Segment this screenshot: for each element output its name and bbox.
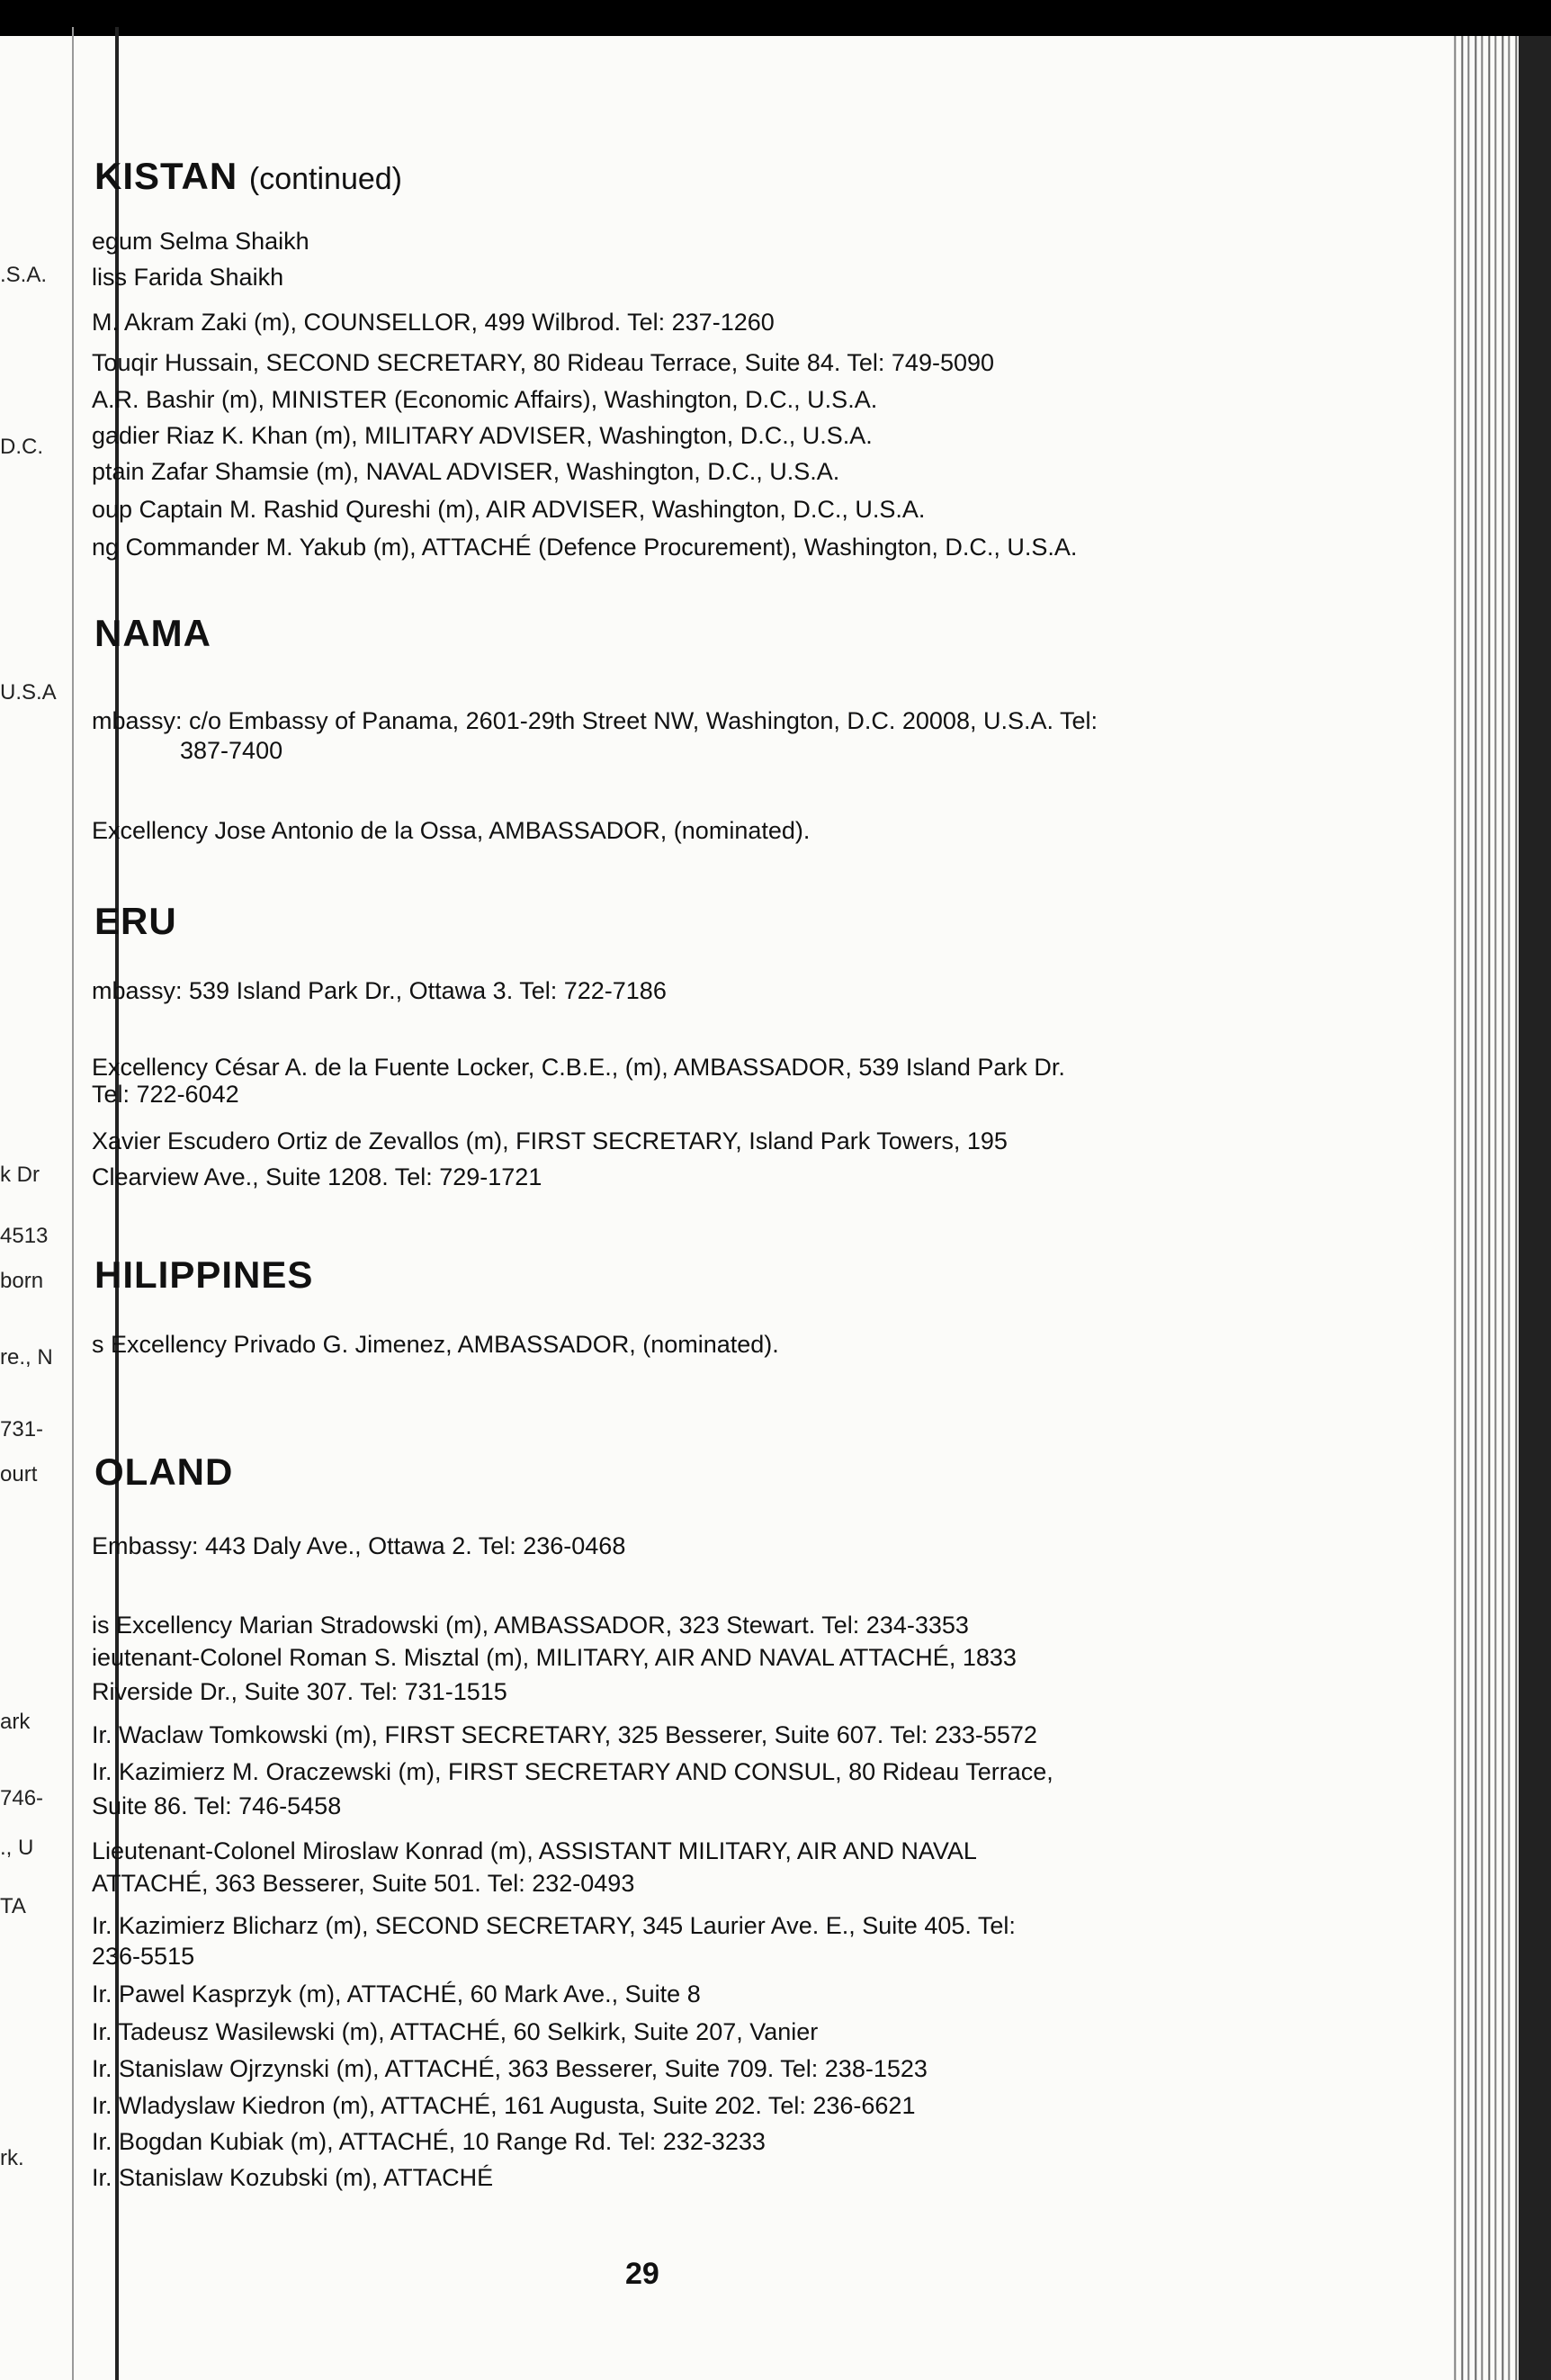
margin-fragment: ourt (0, 1462, 38, 1486)
entry-line: s Excellency Privado G. Jimenez, AMBASSADOR, (nominated). (92, 1331, 779, 1358)
page-number: 29 (625, 2257, 659, 2291)
margin-fragment: born (0, 1269, 44, 1293)
entry-line: Excellency César A. de la Fuente Locker, C.B.E., (m), AMBASSADOR, 539 Island Park Dr. (92, 1054, 1065, 1081)
entry-line: is Excellency Marian Stradowski (m), AMBASSADOR, 323 Stewart. Tel: 234-3353 (92, 1612, 969, 1639)
section-heading: KISTAN (continued) (94, 155, 402, 197)
entry-line: Suite 86. Tel: 746-5458 (92, 1792, 342, 1819)
section-heading: HILIPPINES (94, 1253, 314, 1296)
entry-line: gadier Riaz K. Khan (m), MILITARY ADVISER, Washington, D.C., U.S.A. (92, 422, 873, 449)
entry-line: ieutenant-Colonel Roman S. Misztal (m), MILITARY, AIR AND NAVAL ATTACHÉ, 1833 (92, 1644, 1017, 1671)
entry-line: Ir. Pawel Kasprzyk (m), ATTACHÉ, 60 Mark Ave., Suite 8 (92, 1980, 701, 2007)
entry-line: liss Farida Shaikh (92, 264, 284, 291)
entry-line: Ir. Stanislaw Ojrzynski (m), ATTACHÉ, 363 Besserer, Suite 709. Tel: 238-1523 (92, 2055, 928, 2082)
entry-line: Riverside Dr., Suite 307. Tel: 731-1515 (92, 1678, 507, 1705)
margin-fragment: 4513 (0, 1224, 49, 1248)
entry-line: Tel: 722-6042 (92, 1081, 239, 1108)
entry-line: 236-5515 (92, 1943, 195, 1970)
margin-fragment: U.S.A (0, 680, 57, 705)
entry-line: Ir. Kazimierz Blicharz (m), SECOND SECRETARY, 345 Laurier Ave. E., Suite 405. Tel: (92, 1912, 1016, 1939)
entry-line: egum Selma Shaikh (92, 228, 309, 255)
entry-line: ptain Zafar Shamsie (m), NAVAL ADVISER, Washington, D.C., U.S.A. (92, 458, 840, 485)
entry-line: ng Commander M. Yakub (m), ATTACHÉ (Defence Procurement), Washington, D.C., U.S.A. (92, 534, 1078, 561)
section-heading: OLAND (94, 1450, 234, 1493)
entry-line: Ir. Kazimierz M. Oraczewski (m), FIRST SECRETARY AND CONSUL, 80 Rideau Terrace, (92, 1758, 1053, 1785)
entry-line: Ir. Bogdan Kubiak (m), ATTACHÉ, 10 Range Rd. Tel: 232-3233 (92, 2128, 766, 2155)
margin-fragment: k Dr (0, 1163, 40, 1187)
section-heading: NAMA (94, 612, 211, 654)
entry-line: Embassy: 443 Daly Ave., Ottawa 2. Tel: 236-0468 (92, 1532, 626, 1559)
section-heading: ERU (94, 900, 177, 942)
binding-shadow-line (72, 27, 74, 2380)
margin-fragment: ark (0, 1710, 31, 1734)
entry-line: Ir. Waclaw Tomkowski (m), FIRST SECRETARY, 325 Besserer, Suite 607. Tel: 233-5572 (92, 1721, 1037, 1748)
entry-line: M. Akram Zaki (m), COUNSELLOR, 499 Wilbrod. Tel: 237-1260 (92, 309, 775, 336)
entry-line: mbassy: c/o Embassy of Panama, 2601-29th Street NW, Washington, D.C. 20008, U.S.A. Tel: (92, 707, 1098, 734)
margin-fragment: 746- (0, 1786, 44, 1810)
entry-line: mbassy: 539 Island Park Dr., Ottawa 3. Tel: 722-7186 (92, 977, 667, 1004)
margin-fragment: re., N (0, 1345, 53, 1370)
entry-line: 387-7400 (180, 737, 283, 764)
page-edge-dark (1519, 36, 1551, 2380)
entry-line: Lieutenant-Colonel Miroslaw Konrad (m), ASSISTANT MILITARY, AIR AND NAVAL (92, 1837, 977, 1864)
entry-line: oup Captain M. Rashid Qureshi (m), AIR ADVISER, Washington, D.C., U.S.A. (92, 496, 926, 523)
margin-fragment: ., U (0, 1836, 34, 1860)
entry-line: Touqir Hussain, SECOND SECRETARY, 80 Rideau Terrace, Suite 84. Tel: 749-5090 (92, 349, 995, 376)
entry-line: Excellency Jose Antonio de la Ossa, AMBASSADOR, (nominated). (92, 817, 811, 844)
entry-line: Xavier Escudero Ortiz de Zevallos (m), FIRST SECRETARY, Island Park Towers, 195 (92, 1127, 1008, 1154)
entry-line: Ir. Stanislaw Kozubski (m), ATTACHÉ (92, 2164, 494, 2191)
entry-line: Ir. Tadeusz Wasilewski (m), ATTACHÉ, 60 Selkirk, Suite 207, Vanier (92, 2018, 819, 2045)
scan-top-border (0, 0, 1551, 36)
entry-line: A.R. Bashir (m), MINISTER (Economic Affairs), Washington, D.C., U.S.A. (92, 386, 878, 413)
margin-fragment: .S.A. (0, 263, 48, 287)
entry-line: Clearview Ave., Suite 1208. Tel: 729-1721 (92, 1163, 542, 1190)
margin-fragment: TA (0, 1894, 26, 1918)
margin-fragment: 731- (0, 1417, 44, 1441)
margin-fragment: rk. (0, 2146, 24, 2170)
entry-line: ATTACHÉ, 363 Besserer, Suite 501. Tel: 232-0493 (92, 1870, 635, 1897)
margin-fragment: D.C. (0, 435, 43, 459)
entry-line: Ir. Wladyslaw Kiedron (m), ATTACHÉ, 161 Augusta, Suite 202. Tel: 236-6621 (92, 2092, 916, 2119)
